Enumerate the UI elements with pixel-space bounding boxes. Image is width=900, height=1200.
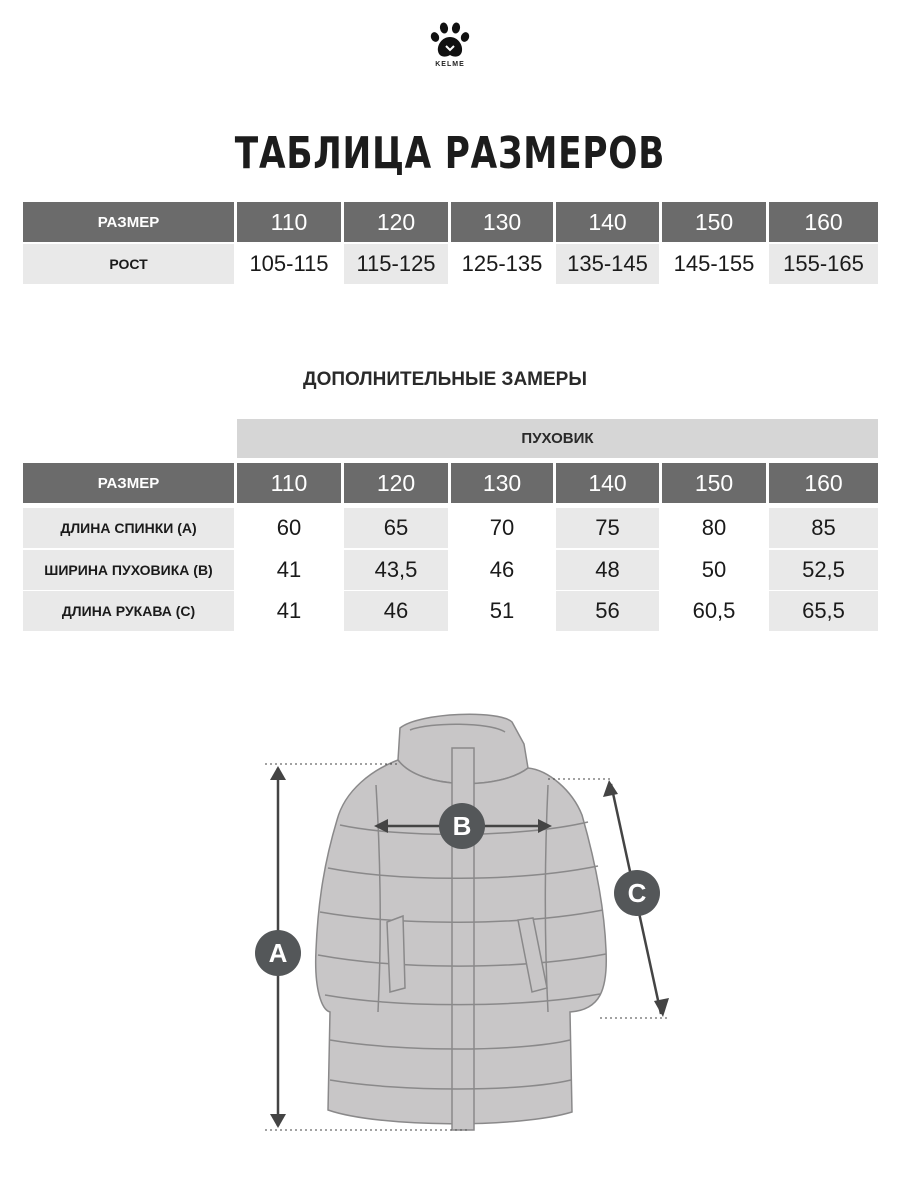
measurement-cell: 70 [451,508,553,548]
measurement-cell: 41 [237,550,341,590]
marker-a [255,930,301,976]
height-cell: 125-135 [451,244,553,284]
measurement-cell: 60,5 [662,591,766,631]
measurement-cell: 85 [769,508,878,548]
measurement-cell: 43,5 [344,550,448,590]
extra-title: ДОПОЛНИТЕЛЬНЫЕ ЗАМЕРЫ [303,369,587,390]
extra-size-label: РАЗМЕР [23,463,234,503]
measurement-cell: 41 [237,591,341,631]
brand-name: KELME [435,61,465,68]
page-title: ТАБЛИЦА РАЗМЕРОВ [234,128,666,179]
measurement-label: ШИРИНА ПУХОВИКА (В) [23,550,234,590]
measurement-cell: 65,5 [769,591,878,631]
measurement-cell: 48 [556,550,659,590]
measurement-cell: 60 [237,508,341,548]
jacket-diagram [0,690,900,1170]
height-cell: 105-115 [237,244,341,284]
marker-c [614,870,660,916]
size-cell: 120 [344,463,448,503]
product-header: ПУХОВИК [237,419,878,458]
measurement-cell: 50 [662,550,766,590]
size-cell: 160 [769,202,878,242]
marker-b-label: B [452,811,472,841]
brand-logo [420,22,480,78]
height-cell: 145-155 [662,244,766,284]
measurement-cell: 80 [662,508,766,548]
measurement-cell: 75 [556,508,659,548]
size-cell: 120 [344,202,448,242]
marker-b [439,803,485,849]
measurement-cell: 52,5 [769,550,878,590]
size-cell: 150 [662,202,766,242]
height-label: РОСТ [23,244,234,284]
measurement-cell: 51 [451,591,553,631]
size-cell: 110 [237,202,341,242]
marker-a-label: A [268,938,288,968]
measurement-cell: 46 [344,591,448,631]
size-cell: 160 [769,463,878,503]
size-cell: 140 [556,202,659,242]
height-cell: 135-145 [556,244,659,284]
paw-icon [428,22,472,60]
measurement-cell: 56 [556,591,659,631]
measurement-cell: 65 [344,508,448,548]
measurement-label: ДЛИНА СПИНКИ (А) [23,508,234,548]
jacket-illustration [316,714,607,1130]
size-cell: 130 [451,463,553,503]
size-cell: 110 [237,463,341,503]
size-cell: 150 [662,463,766,503]
height-cell: 115-125 [344,244,448,284]
marker-c-label: C [627,878,647,908]
size-cell: 140 [556,463,659,503]
measurement-cell: 46 [451,550,553,590]
size-label: РАЗМЕР [23,202,234,242]
height-cell: 155-165 [769,244,878,284]
size-cell: 130 [451,202,553,242]
measurement-label: ДЛИНА РУКАВА (С) [23,591,234,631]
